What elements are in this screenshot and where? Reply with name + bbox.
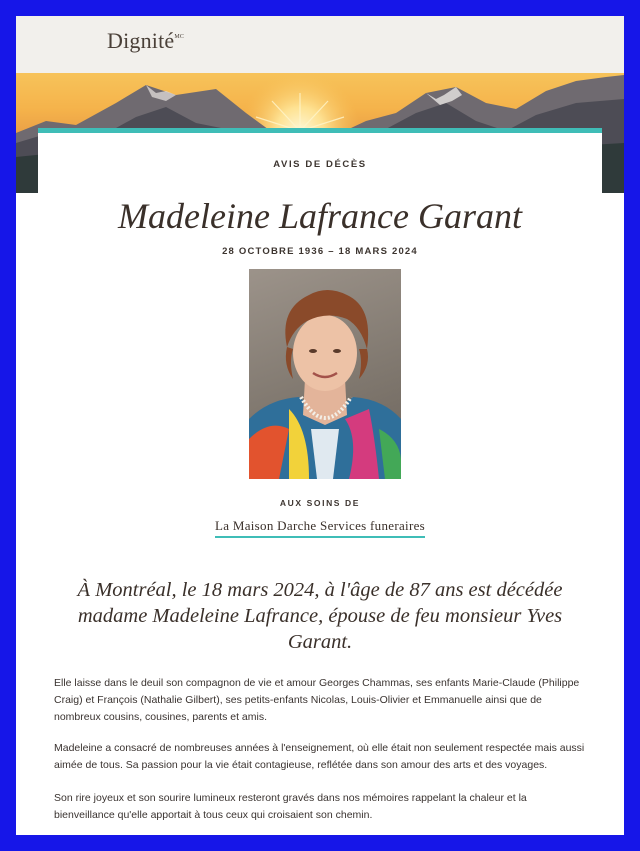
funeral-home-link[interactable]: La Maison Darche Services funeraires [215,518,425,538]
notice-kicker: AVIS DE DÉCÈS [273,159,367,170]
paragraph-memory: Son rire joyeux et son sourire lumineux resteront gravés dans nos mémoires rappelant la chaleur et la bienveillance qu'elle apportait à tous ceux qui croisaient son chemin. [54,792,527,821]
paragraph-family: Elle laisse dans le deuil son compagnon de vie et amour Georges Chammas, ses enfants Marie-Claude (Philippe Craig) et François (Nathalie Gilbert), ses petits-enfants Nicolas, Louis-Olivier et Emmanuelle ainsi que de nombreux cousins, cousines, parents et amis. [54,677,580,723]
obituary-card [38,128,602,835]
funeral-home [38,517,602,535]
life-dates: 28 OCTOBRE 1936 – 18 MARS 2024 [222,246,418,257]
deceased-name: Madeleine Lafrance Garant [118,196,522,236]
obituary-lead: À Montréal, le 18 mars 2024, à l'âge de 87 ans est décédée madame Madeleine Lafrance, épouse de feu monsieur Yves Garant. [77,579,563,653]
logo-mark: MC [174,34,185,40]
page-frame [16,16,624,835]
logo-text: Dignité [107,28,175,53]
portrait-photo [249,269,401,479]
portrait-image [249,269,401,479]
care-label: AUX SOINS DE [279,498,361,508]
top-bar [16,16,624,73]
dignite-logo[interactable] [107,28,184,54]
paragraph-career: Madeleine a consacré de nombreuses années à l'enseignement, où elle était non seulement respectée mais aussi aimée de tous. Sa passion pour la vie était contagieuse, reflétée dans son amour des arts et des voyages. [54,742,585,771]
